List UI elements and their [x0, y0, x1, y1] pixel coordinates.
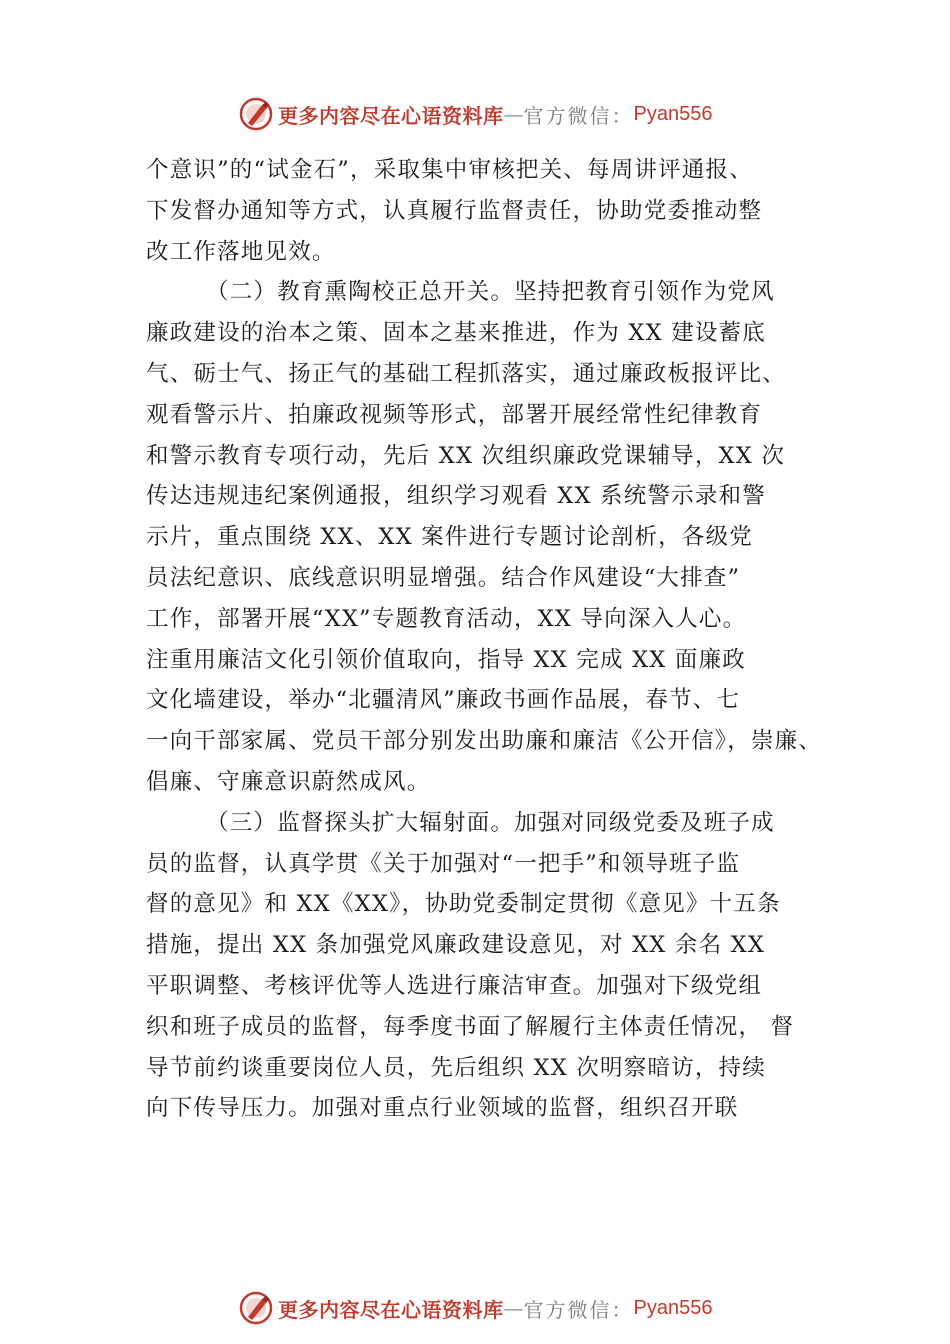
text-line: 向下传导压力。加强对重点行业领域的监督，组织召开联: [146, 1095, 739, 1122]
text-line: 平职调整、考核评优等人选进行廉洁审查。加强对下级党组: [146, 972, 763, 999]
watermark-label: 官方微信：: [523, 103, 634, 128]
watermark-site-text: 更多内容尽在心语资料库: [278, 103, 504, 128]
watermark-wechat-id: Pyan556: [633, 102, 713, 125]
text-line: 示片，重点围绕 XX、XX 案件进行专题讨论剖析，各级党: [146, 524, 753, 551]
text-line: 一向干部家属、党员干部分别发出助廉和廉洁《公开信》，崇廉、: [146, 728, 823, 755]
watermark-dash: —: [503, 1296, 524, 1320]
text-line: 和警示教育专项行动，先后 XX 次组织廉政党课辅导，XX 次: [146, 442, 786, 469]
document-body: [146, 150, 823, 1129]
text-line: 织和班子成员的监督，每季度书面了解履行主体责任情况， 督: [146, 1013, 795, 1040]
text-line: 改工作落地见效。: [146, 238, 336, 265]
text-line: 导节前约谈重要岗位人员，先后组织 XX 次明察暗访，持续: [146, 1054, 766, 1081]
text-line: 员的监督，认真学贯《关于加强对“一把手”和领导班子监: [146, 850, 741, 877]
watermark-wechat-id: Pyan556: [633, 1296, 713, 1319]
text-line: 注重用廉洁文化引领价值取向，指导 XX 完成 XX 面廉政: [146, 646, 746, 673]
text-line: 措施，提出 XX 条加强党风廉政建设意见，对 XX 余名 XX: [146, 932, 766, 959]
pen-nib-logo-icon: [238, 96, 274, 132]
watermark-banner-top: [238, 94, 758, 134]
watermark-label: 官方微信：: [523, 1297, 634, 1322]
text-line: 督的意见》和 XX《XX》，协助党委制定贯彻《意见》十五条: [146, 891, 781, 918]
text-line: 个意识”的“试金石”，采取集中审核把关、每周讲评通报、: [146, 157, 753, 183]
text-line: 传达违规违纪案例通报，组织学习观看 XX 系统警示录和警: [146, 483, 766, 510]
text-line: 气、砺士气、扬正气的基础工程抓落实，通过廉政板报评比、: [146, 360, 786, 387]
text-line: 文化墙建设，举办“北疆清风”廉政书画作品展，春节、七: [146, 687, 741, 714]
text-line: 下发督办通知等方式，认真履行监督责任，协助党委推动整: [146, 197, 763, 224]
section-heading-line: （三）监督探头扩大辐射面。加强对同级党委及班子成: [206, 809, 775, 836]
text-line: 员法纪意识、底线意识明显增强。结合作风建设“大排查”: [146, 564, 741, 591]
text-line: 倡廉、守廉意识蔚然成风。: [146, 768, 431, 795]
section-heading-line: （二）教育熏陶校正总开关。坚持把教育引领作为党风: [206, 279, 775, 306]
text-line: 观看警示片、拍廉政视频等形式，部署开展经常性纪律教育: [146, 401, 763, 428]
text-line: 工作，部署开展“XX”专题教育活动，XX 导向深入人心。: [146, 605, 747, 632]
watermark-banner-bottom: [238, 1288, 758, 1328]
watermark-dash: —: [503, 102, 524, 126]
pen-nib-logo-icon: [238, 1290, 274, 1326]
watermark-site-text: 更多内容尽在心语资料库: [278, 1297, 504, 1322]
text-line: 廉政建设的治本之策、固本之基来推进，作为 XX 建设蓄底: [146, 320, 766, 347]
